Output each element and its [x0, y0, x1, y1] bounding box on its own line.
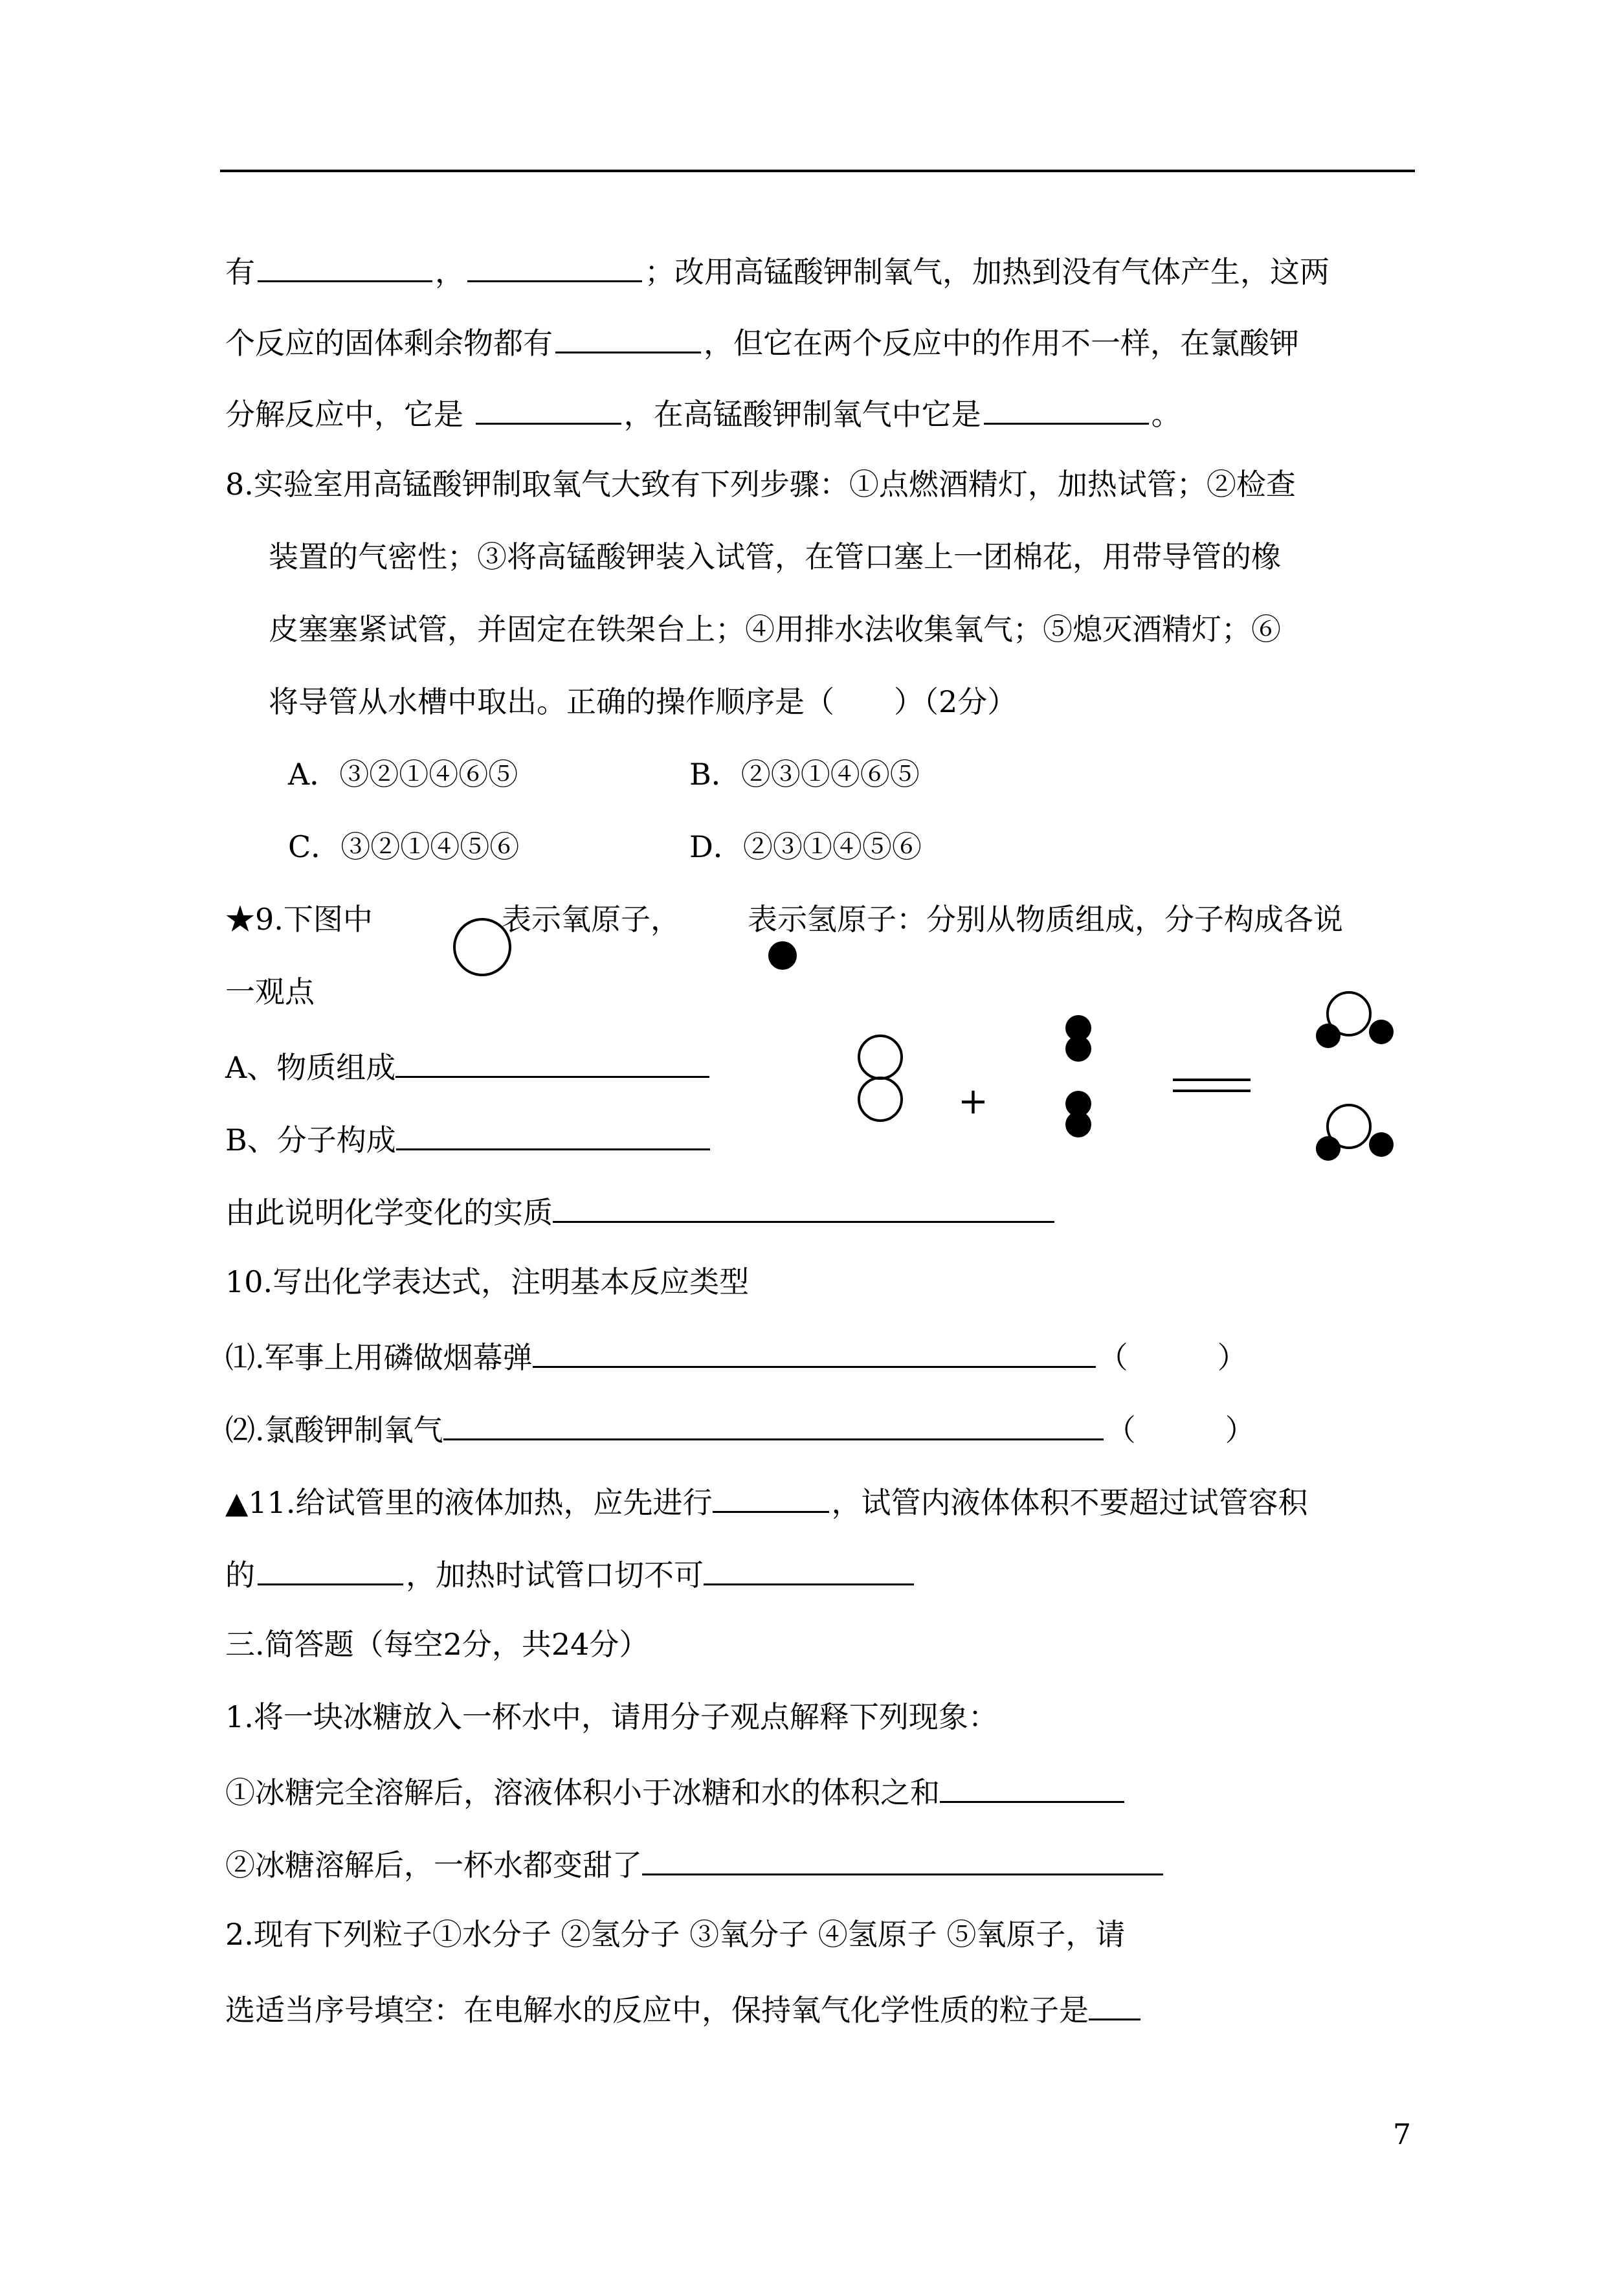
answer-blank[interactable] [258, 1552, 403, 1585]
q8-option-a[interactable]: A．③②①④⑥⑤ [288, 757, 518, 792]
reaction-type-blank[interactable]: （ ） [1106, 1413, 1255, 1448]
q7-text: 个反应的固体剩余物都有 [225, 326, 553, 361]
q10-item-1-label: ⑴.军事上用磷做烟幕弹 [225, 1340, 533, 1375]
q9-b-label: B、分子构成 [225, 1123, 396, 1158]
answer-blank[interactable] [642, 1842, 1163, 1875]
oxygen-molecule-icon [859, 1036, 902, 1079]
q11-line-2 [225, 1552, 917, 1594]
q11-text: ，试管内液体体积不要超过试管容积 [831, 1485, 1308, 1520]
hydrogen-atom-legend-icon [768, 941, 797, 970]
q7-text: ，但它在两个反应中的作用不一样，在氯酸钾 [704, 326, 1299, 361]
oxygen-molecule-icon [859, 1078, 902, 1121]
q9-line-1b: 表示氧原子， [502, 902, 680, 937]
q10-item-2 [225, 1407, 1255, 1449]
reaction-type-blank[interactable]: （ ） [1098, 1340, 1247, 1375]
s3-q2-line-2 [225, 1987, 1143, 2030]
page-number: 7 [1393, 2118, 1411, 2151]
q9-line-1c: 表示氢原子：分别从物质组成，分子构成各说 [748, 902, 1343, 937]
water-molecule-icon [1369, 1020, 1394, 1044]
q7-text: 。 [1151, 397, 1181, 432]
answer-blank[interactable] [704, 1552, 914, 1585]
q11-text: ▲11.给试管里的液体加热，应先进行 [225, 1485, 713, 1520]
s3-q1a [225, 1770, 1127, 1812]
answer-blank[interactable] [1089, 1987, 1140, 2020]
section-3-title: 三.简答题（每空2分，共24分） [225, 1627, 649, 1662]
q7-text: ， [435, 254, 465, 289]
q7-text: ；改用高锰酸钾制氧气，加热到没有气体产生，这两 [645, 254, 1329, 289]
q10-item-2-label: ⑵.氯酸钾制氧气 [225, 1413, 443, 1448]
water-molecule-icon [1316, 1136, 1340, 1161]
q8-option-c[interactable]: C．③②①④⑤⑥ [288, 829, 520, 864]
q8-option-d[interactable]: D．②③①④⑤⑥ [689, 829, 922, 864]
q7-text: 分解反应中，它是 [225, 397, 463, 432]
s3-q1a-text: ①冰糖完全溶解后，溶液体积小于冰糖和水的体积之和 [225, 1775, 940, 1810]
s3-q1b-text: ②冰糖溶解后，一杯水都变甜了 [225, 1848, 642, 1883]
plus-sign: + [958, 1080, 988, 1123]
q9-a-label: A、物质组成 [225, 1050, 396, 1085]
answer-blank[interactable] [443, 1407, 1104, 1440]
q9-line-1a: ★9.下图中 [225, 902, 373, 937]
q9-c-label: 由此说明化学变化的实质 [225, 1195, 553, 1230]
q7-text: ，在高锰酸钾制氧气中它是 [623, 397, 981, 432]
answer-blank[interactable] [533, 1335, 1096, 1368]
q9-line-2: 一观点 [225, 974, 315, 1009]
s3-q1b [225, 1842, 1166, 1885]
answer-blank[interactable] [713, 1480, 829, 1513]
q8-line-1: 8.实验室用高锰酸钾制取氧气大致有下列步骤：①点燃酒精灯，加热试管；②检查 [225, 467, 1296, 502]
s3-q2-line-1: 2.现有下列粒子①水分子 ②氢分子 ③氧分子 ④氢原子 ⑤氧原子，请 [225, 1917, 1126, 1952]
oxygen-atom-legend-icon [454, 919, 510, 975]
q8-line-2: 装置的气密性；③将高锰酸钾装入试管，在管口塞上一团棉花，用带导管的橡 [269, 539, 1281, 574]
q11-text: ，加热时试管口切不可 [406, 1558, 704, 1593]
q10-item-1 [225, 1335, 1247, 1377]
q11-text: 的 [225, 1558, 255, 1593]
q8-option-b[interactable]: B．②③①④⑥⑤ [689, 757, 920, 792]
q8-line-3: 皮塞塞紧试管，并固定在铁架台上；④用排水法收集氧气；⑤熄灭酒精灯；⑥ [269, 612, 1281, 647]
q11-line-1 [225, 1480, 1308, 1522]
water-molecule-icon [1316, 1023, 1340, 1048]
hydrogen-molecule-icon [1065, 1112, 1091, 1137]
answer-blank[interactable] [940, 1770, 1124, 1803]
q10-title: 10.写出化学表达式，注明基本反应类型 [225, 1264, 750, 1299]
water-molecule-icon [1369, 1132, 1394, 1157]
q7-text: 有 [225, 254, 255, 289]
q8-line-4: 将导管从水槽中取出。正确的操作顺序是（ ）（2分） [269, 684, 1018, 719]
s3-q2-text: 选适当序号填空：在电解水的反应中，保持氧气化学性质的粒子是 [225, 1993, 1089, 2028]
s3-q1: 1.将一块冰糖放入一杯水中，请用分子观点解释下列现象： [225, 1699, 998, 1734]
hydrogen-molecule-icon [1065, 1036, 1091, 1062]
